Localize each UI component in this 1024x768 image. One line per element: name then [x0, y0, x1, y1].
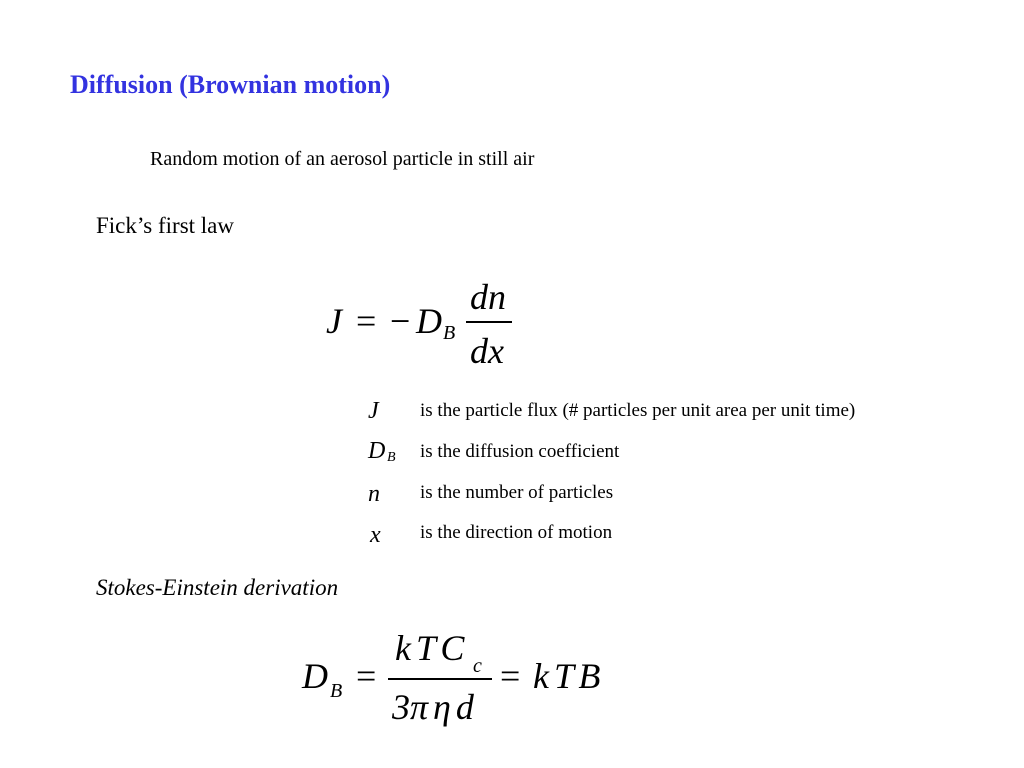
stokes-numerator: k T C — [395, 628, 465, 668]
stokes-equals: = — [356, 656, 377, 696]
definition-text: is the diffusion coefficient — [420, 441, 620, 462]
stokes-numerator-sub: c — [473, 655, 482, 677]
stokes-denominator: 3π η d — [392, 687, 474, 727]
definition-symbol: x — [370, 522, 381, 548]
definition-subscript: B — [387, 450, 396, 465]
fick-equals: = — [356, 301, 377, 341]
subtitle: Random motion of an aerosol particle in still air — [150, 148, 535, 170]
fick-fraction-bar — [466, 321, 512, 323]
definition-text: is the particle flux (# particles per unit area per unit time) — [420, 400, 856, 421]
definition-symbol: D — [368, 438, 386, 464]
stokes-equals-2: = — [500, 656, 521, 696]
stokes-lhs-sub: B — [330, 680, 343, 702]
stokes-einstein-heading: Stokes-Einstein derivation — [96, 575, 339, 600]
definition-symbol: J — [368, 398, 379, 424]
fick-coef-sub: B — [443, 322, 456, 344]
fick-minus: − — [390, 301, 411, 341]
fick-lhs: J — [326, 301, 342, 341]
page-title: Diffusion (Brownian motion) — [70, 70, 391, 99]
fick-denominator: dx — [470, 331, 504, 371]
fick-coef: D — [416, 301, 442, 341]
fick-law-heading: Fick’s first law — [96, 213, 234, 238]
definition-text: is the direction of motion — [420, 522, 613, 543]
definition-text: is the number of particles — [420, 482, 614, 503]
stokes-lhs: D — [302, 656, 328, 696]
stokes-rhs: k T B — [533, 656, 601, 696]
fick-numerator: dn — [470, 277, 506, 317]
stokes-fraction-bar — [388, 678, 492, 680]
definition-symbol: n — [368, 481, 380, 507]
